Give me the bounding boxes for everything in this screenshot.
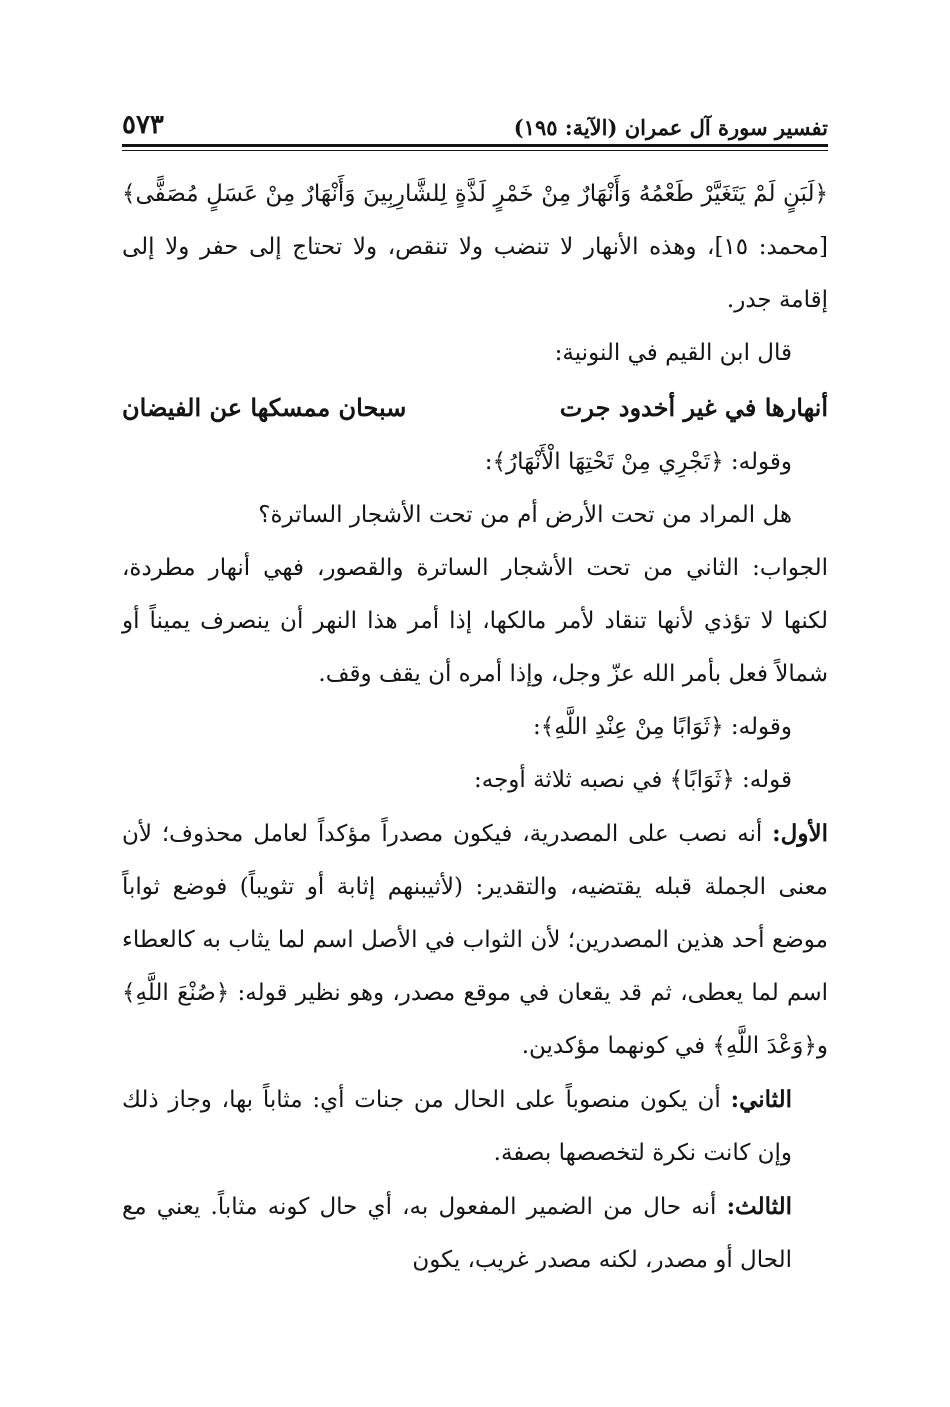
page-header xyxy=(122,96,828,140)
header-rule-thick xyxy=(122,144,828,147)
poem-hemistich-left: سبحان ممسكها عن الفيضان xyxy=(122,393,407,422)
third-aspect-label: الثالث: xyxy=(726,1193,792,1220)
paragraph-verse-quote: وقوله: ﴿تَجْرِي مِنْ تَحْتِهَا الْأَنْهَارُ﴾: xyxy=(484,449,792,475)
third-aspect-text: أنه حال من الضمير المفعول به، أي حال كونه مثاباً. يعني مع الحال أو مصدر، لكنه مصدر غريب، يكون xyxy=(122,1194,792,1273)
paragraph-poem-intro: قال ابن القيم في النونية: xyxy=(554,340,792,366)
first-aspect-text: أنه نصب على المصدرية، فيكون مصدراً مؤكداً لعامل محذوف؛ لأن معنى الجملة قبله يقتضيه، والتقدير: (لأثيبنهم إثابة أو تثويباً) فوضع ثواباً موضع أحد هذين المصدرين؛ لأن الثواب في الأصل اسم لما يثاب به كالعطاء اسم لما يعطى، ثم قد يقعان في موقع مصدر، وهو نظير قوله: ﴿صُنْعَ اللَّهِ﴾ و﴿وَعْدَ اللَّهِ﴾ في كونهما مؤكدين. xyxy=(122,821,828,1059)
paragraph-verse-quote-2: وقوله: ﴿ثَوَابًا مِنْ عِنْدِ اللَّهِ﴾: xyxy=(532,714,792,740)
running-title: تفسير سورة آل عمران (الآية: ١٩٥) xyxy=(513,115,828,140)
first-aspect-label: الأول: xyxy=(772,820,828,847)
second-aspect-label: الثاني: xyxy=(730,1086,792,1113)
poem-hemistich-right: أنهارها في غير أخدود جرت xyxy=(559,393,828,422)
second-aspect-text: أن يكون منصوباً على الحال من جنات أي: مثاباً بها، وجاز ذلك وإن كانت نكرة لتخصصها بصفة. xyxy=(122,1087,792,1166)
poem-verse xyxy=(122,380,828,436)
paragraph-second-aspect xyxy=(122,1073,828,1180)
page-number: ٥٧٣ xyxy=(122,110,164,140)
paragraph-question: هل المراد من تحت الأرض أم من تحت الأشجار الساترة؟ xyxy=(258,502,792,528)
page-body xyxy=(122,168,828,1287)
paragraph-first-aspect xyxy=(122,807,828,1073)
paragraph-intro-aspects: قوله: ﴿ثَوَابًا﴾ في نصبه ثلاثة أوجه: xyxy=(474,767,792,793)
header-rule-thin xyxy=(122,150,828,151)
paragraph-answer: الجواب: الثاني من تحت الأشجار الساترة والقصور، فهي أنهار مطردة، لكنها لا تؤذي لأنها تنقاد لأمر مالكها، إذا أمر هذا النهر أن ينصرف يميناً أو شمالاً فعل بأمر الله عزّ وجل، وإذا أمره أن يقف وقف. xyxy=(122,555,828,687)
paragraph-third-aspect xyxy=(122,1180,828,1287)
paragraph-verse-continuation: ﴿لَبَنٍ لَمْ يَتَغَيَّرْ طَعْمُهُ وَأَنْهَارٌ مِنْ خَمْرٍ لَذَّةٍ لِلشَّارِبِينَ وَأَنْهَارٌ مِنْ عَسَلٍ مُصَفًّى﴾ [محمد: ١٥]، وهذه الأنهار لا تنضب ولا تنقص، ولا تحتاج إلى حفر ولا إلى إقامة جدر. xyxy=(122,181,828,313)
